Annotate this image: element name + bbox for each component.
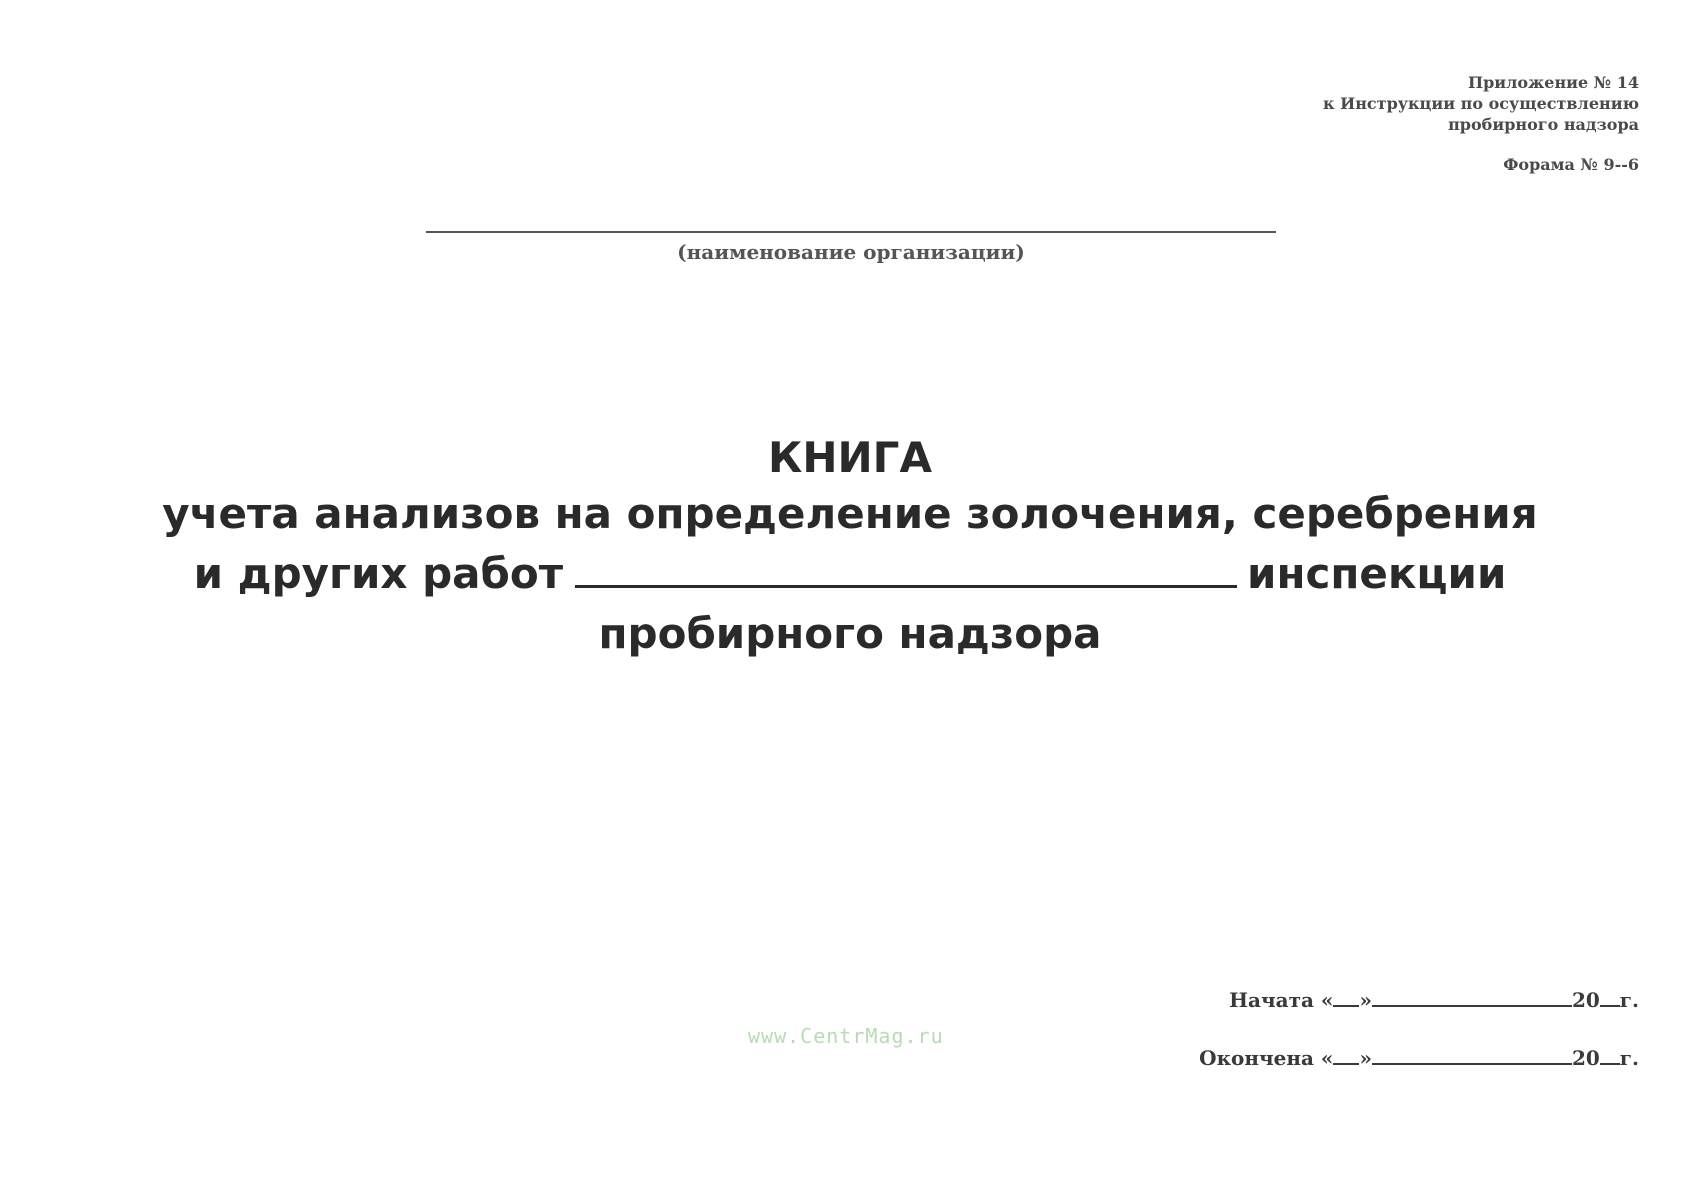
title-main: КНИГА — [768, 433, 932, 482]
appendix-number: Приложение № 14 — [1467, 73, 1639, 92]
year-blank — [1600, 987, 1620, 1007]
year-blank — [1600, 1045, 1620, 1065]
day-blank — [1333, 987, 1359, 1007]
quote-close: » — [1359, 1046, 1372, 1070]
title-line-3-start: и других работ — [193, 549, 564, 598]
title-line-2: учета анализов на определение золочения, серебрения — [162, 489, 1538, 538]
appendix-header — [1323, 72, 1639, 175]
dates-block — [1199, 983, 1639, 1075]
organization-name-line — [426, 231, 1276, 233]
appendix-reference-cont: пробирного надзора — [1448, 115, 1639, 134]
watermark: www.CentrMag.ru — [748, 1024, 944, 1048]
title-line-3-end: инспекции — [1247, 549, 1507, 598]
month-blank — [1372, 1045, 1572, 1065]
date-ended — [1199, 1041, 1639, 1075]
inspection-name-blank — [575, 551, 1237, 588]
date-ended-label: Окончена « — [1199, 1046, 1334, 1070]
day-blank — [1333, 1045, 1359, 1065]
year-suffix: г. — [1619, 1046, 1639, 1070]
quote-close: » — [1359, 988, 1372, 1012]
date-started — [1199, 983, 1639, 1017]
form-number: Форама № 9--6 — [1503, 155, 1639, 174]
year-prefix: 20 — [1571, 1046, 1600, 1070]
appendix-reference: к Инструкции по осуществлению — [1322, 94, 1639, 113]
title-line-3 — [120, 544, 1580, 604]
document-title — [120, 432, 1580, 664]
month-blank — [1372, 987, 1572, 1007]
title-line-4: пробирного надзора — [598, 609, 1102, 658]
year-prefix: 20 — [1571, 988, 1600, 1012]
date-started-label: Начата « — [1229, 988, 1334, 1012]
year-suffix: г. — [1619, 988, 1639, 1012]
organization-caption: (наименование организации) — [677, 240, 1025, 264]
